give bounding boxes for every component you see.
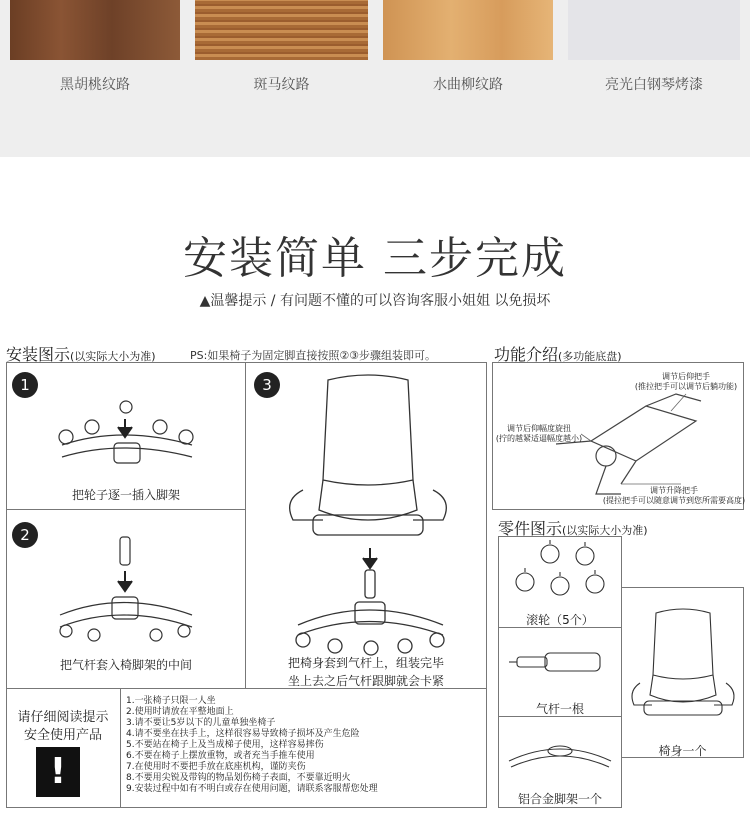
finish-label-white: 亮光白钢琴烤漆: [605, 77, 703, 93]
seat-illustration: [628, 605, 738, 735]
tip-item: 7.在使用时不要把手放在底座机构，谨防夹伤: [126, 762, 306, 772]
parts-title-note: (以实际大小为准): [562, 524, 648, 537]
step1-caption: 把轮子逐一插入脚架: [71, 488, 180, 502]
function-label-knob: [484, 424, 594, 444]
finish-swatch-zebra[interactable]: [195, 0, 368, 60]
step3-chair-illustration: [283, 370, 453, 660]
finish-strip: [0, 0, 750, 157]
step1-illustration: [52, 395, 202, 485]
tip-item: 6.不要在椅子上摆放重物，或者充当手推车使用: [126, 751, 315, 761]
tip-item: 3.请不要让5岁以下的儿童单独坐椅子: [126, 718, 276, 728]
function-title-note: (多功能底盘): [558, 350, 622, 363]
finish-swatch-ash[interactable]: [383, 0, 553, 60]
parts-casters-label: 滚轮（5个）: [526, 613, 594, 627]
finish-label-zebra: 斑马纹路: [253, 77, 310, 93]
parts-base-label: 铝合金脚架一个: [517, 792, 602, 806]
step2-illustration: [52, 535, 202, 645]
function-title-text: 功能介绍: [494, 345, 559, 364]
step3-number: 3: [254, 372, 280, 398]
step1-number: 1: [12, 372, 38, 398]
warning-title: 请仔细阅读提示: [17, 710, 109, 725]
tip-item: 8.不要用尖锐及带钩的物品划伤椅子表面，不要靠近明火: [126, 773, 351, 783]
parts-title-text: 零件图示: [498, 519, 563, 538]
tip-item: 2.使用时请放在平整地面上: [126, 707, 234, 717]
warning-divider: [120, 688, 121, 808]
finish-swatch-white[interactable]: [568, 0, 740, 60]
step2-caption: 把气杆套入椅脚架的中间: [59, 658, 192, 672]
install-ps-note: PS:如果椅子为固定脚直接按照②③步骤组装即可。: [190, 349, 437, 362]
tip-item: 1.一张椅子只限一人坐: [126, 696, 216, 706]
function-label-height-2: (提拉把手可以随意调节到您所需要高度): [602, 496, 746, 505]
step3-caption-2: 坐上去之后气杆跟脚就会卡紧: [287, 674, 444, 688]
function-label-recline-2: (推拉把手可以调节后躺功能): [634, 382, 738, 391]
step3-caption: 把椅身套到气杆上，组装完毕: [287, 656, 444, 670]
warning-icon: !: [36, 747, 80, 797]
gaslift-illustration: [505, 643, 615, 683]
step2-number: 2: [12, 522, 38, 548]
function-label-knob-2: (拧的越紧适逼幅度越小): [495, 434, 583, 443]
base-illustration: [505, 733, 615, 783]
tip-item: 4.请不要坐在扶手上，这样很容易导致椅子损坏及产生危险: [126, 729, 360, 739]
tip-item: 5.不要站在椅子上及当成梯子使用，这样容易摔伤: [126, 740, 324, 750]
parts-seat-label: 椅身一个: [658, 744, 707, 758]
function-label-height: [600, 486, 748, 506]
safety-tips-list: [126, 696, 484, 795]
finish-label-ash: 水曲柳纹路: [433, 77, 503, 93]
install-title-note: (以实际大小为准): [70, 350, 156, 363]
finish-label-walnut: 黑胡桃纹路: [60, 77, 130, 93]
function-label-recline: [626, 372, 746, 392]
function-label-height-1: 调节升降把手: [650, 486, 698, 495]
finish-swatch-walnut[interactable]: [10, 0, 180, 60]
headline: 安装简单 三步完成: [183, 233, 567, 284]
install-title-text: 安装图示: [6, 345, 71, 364]
function-label-knob-1: 调节后仰幅度旋扭: [507, 424, 571, 433]
function-label-recline-1: 调节后仰把手: [662, 372, 710, 381]
casters-illustration: [505, 540, 615, 610]
parts-gaslift-label: 气杆一根: [535, 702, 584, 716]
subline: ▲温馨提示 / 有问题不懂的可以咨询客服小姐姐 以免损坏: [199, 293, 551, 309]
warning-title-2: 安全使用产品: [23, 728, 102, 743]
tip-item: 9.安装过程中如有不明白或存在使用问题，请联系客服帮您处理: [126, 784, 378, 794]
